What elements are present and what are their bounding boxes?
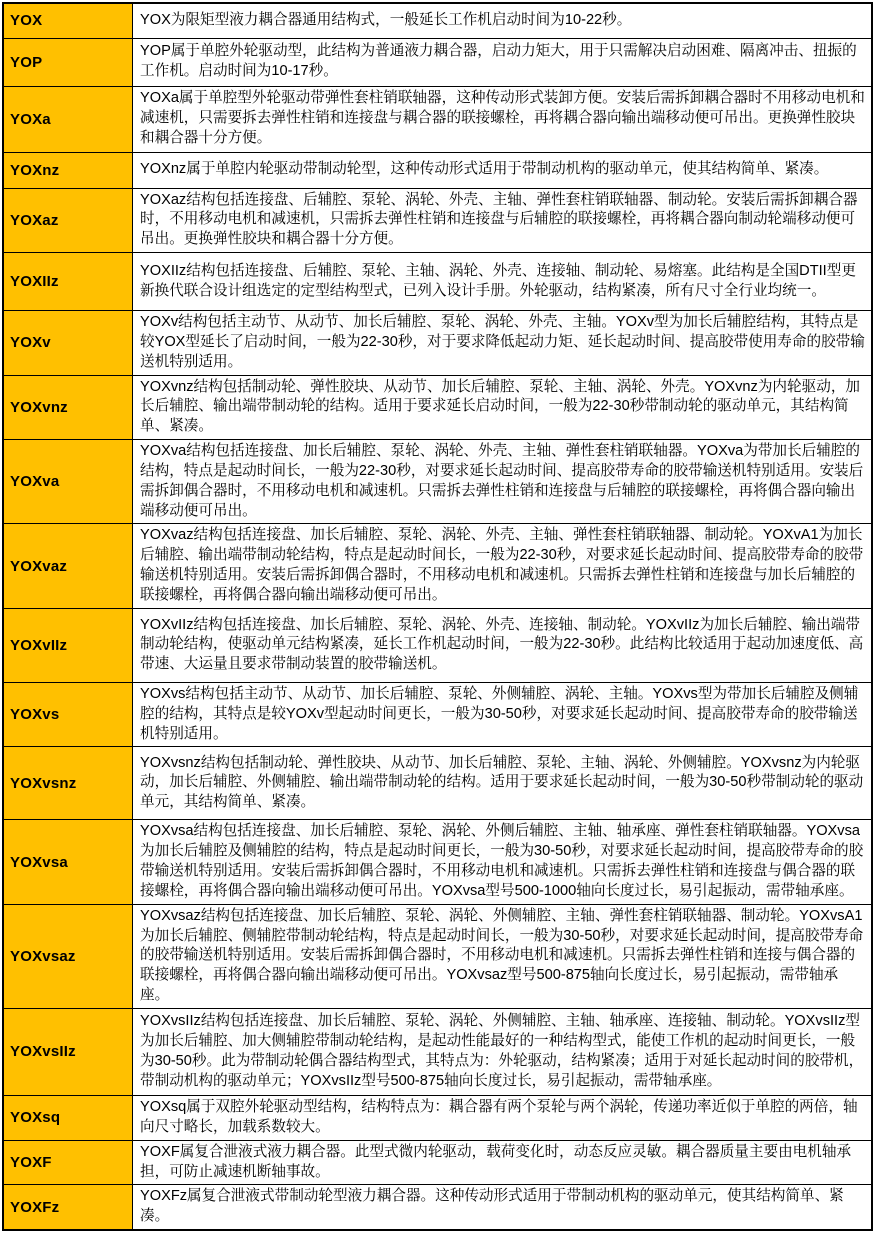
model-description-cell: YOXaz结构包括连接盘、后辅腔、泵轮、涡轮、外壳、主轴、弹性套柱销联轴器、制动轮。安装后需拆卸耦合器时，不用移动电机和减速机，只需拆去弹性柱销和连接盘与后辅腔的联接螺栓，再将耦合器向制动轮端移动便可吊出。更换弹性胶块和耦合器十分方便。 (133, 188, 873, 253)
table-row (3, 1008, 872, 1095)
table-row (3, 440, 872, 524)
table-row (3, 904, 872, 1008)
table-row (3, 152, 872, 188)
model-code-cell: YOXvsaz (3, 904, 133, 1008)
model-description-cell: YOXva结构包括连接盘、加长后辅腔、泵轮、涡轮、外壳、主轴、弹性套柱销联轴器。YOXva为带加长后辅腔的结构，特点是起动时间长，一般为22-30秒，对要求延长起动时间、提高胶带寿命的胶带输送机特别适用。安装后需拆卸偶合器时，不用移动电机和减速机。只需拆去弹性柱销和连接盘与后辅腔的联接螺栓，再将偶合器向输出端移动便可吊出。 (133, 440, 873, 524)
model-description-cell: YOX为限矩型液力耦合器通用结构式，一般延长工作机启动时间为10-22秒。 (133, 3, 873, 38)
model-code-cell: YOXvsnz (3, 747, 133, 820)
table-row (3, 820, 872, 904)
table-row (3, 1095, 872, 1140)
coupling-structure-table (2, 2, 873, 1231)
table-row (3, 311, 872, 376)
model-description-cell: YOXvaz结构包括连接盘、加长后辅腔、泵轮、涡轮、外壳、主轴、弹性套柱销联轴器、制动轮。YOXvA1为加长后辅腔、输出端带制动轮结构，特点是起动时间长，一般为22-30秒，对要求延长起动时间、提高胶带寿命的胶带输送机特别适用。安装后需拆卸偶合器时，不用移动电机和减速机。只需拆去弹性柱销和连接盘与加长后辅腔的联接螺栓，再将偶合器向输出端移动便可吊出。 (133, 524, 873, 608)
table-row (3, 375, 872, 440)
model-code-cell: YOXFz (3, 1185, 133, 1230)
table-row (3, 682, 872, 747)
model-code-cell: YOXnz (3, 152, 133, 188)
table-row (3, 1140, 872, 1185)
model-code-cell: YOXva (3, 440, 133, 524)
model-code-cell: YOXvnz (3, 375, 133, 440)
table-row (3, 3, 872, 38)
model-description-cell: YOXnz属于单腔内轮驱动带制动轮型，这种传动形式适用于带制动机构的驱动单元，使其结构简单、紧凑。 (133, 152, 873, 188)
table-row (3, 608, 872, 682)
model-code-cell: YOXvs (3, 682, 133, 747)
model-description-cell: YOXvs结构包括主动节、从动节、加长后辅腔、泵轮、外侧辅腔、涡轮、主轴。YOXvs型为带加长后辅腔及侧辅腔的结构，其特点是较YOXv型起动时间更长，一般为30-50秒，对要求延长起动时间、提高胶带寿命的胶带输送机特别适用。 (133, 682, 873, 747)
model-description-cell: YOXvnz结构包括制动轮、弹性胶块、从动节、加长后辅腔、泵轮、主轴、涡轮、外壳。YOXvnz为内轮驱动，加长后辅腔、输出端带制动轮的结构。适用于要求延长启动时间，一般为22-30秒带制动轮的驱动单元，其结构简单、紧凑。 (133, 375, 873, 440)
model-code-cell: YOX (3, 3, 133, 38)
model-code-cell: YOXvsa (3, 820, 133, 904)
model-description-cell: YOXvsIIz结构包括连接盘、加长后辅腔、泵轮、涡轮、外侧辅腔、主轴、轴承座、连接轴、制动轮。YOXvsIIz型为加长后辅腔、加大侧辅腔带制动轮结构，是起动性能最好的一种结构型式，能使工作机的起动时间更长，一般为30-50秒。此为带制动轮偶合器结构型式，其特点为：外轮驱动，结构紧凑；适用于对延长起动时间的胶带机，带制动机构的驱动单元；YOXvsIIz型号500-875轴向长度过长，易引起振动，需带轴承座。 (133, 1008, 873, 1095)
model-description-cell: YOXv结构包括主动节、从动节、加长后辅腔、泵轮、涡轮、外壳、主轴。YOXv型为加长后辅腔结构，其特点是较YOX型延长了启动时间，一般为22-30秒，对于要求降低起动力矩、延长起动时间、提高胶带使用寿命的胶带输送机特别适用。 (133, 311, 873, 376)
model-description-cell: YOXsq属于双腔外轮驱动型结构，结构特点为：耦合器有两个泵轮与两个涡轮，传递功率近似于单腔的两倍，轴向尺寸略长，加载系数较大。 (133, 1095, 873, 1140)
table-row (3, 1185, 872, 1230)
table-row (3, 188, 872, 253)
model-description-cell: YOXvsnz结构包括制动轮、弹性胶块、从动节、加长后辅腔、泵轮、主轴、涡轮、外侧辅腔。YOXvsnz为内轮驱动，加长后辅腔、外侧辅腔、输出端带制动轮的结构。适用于要求延长起动时间，一般为30-50秒带制动轮的驱动单元，其结构简单、紧凑。 (133, 747, 873, 820)
model-code-cell: YOXvIIz (3, 608, 133, 682)
model-description-cell: YOXa属于单腔型外轮驱动带弹性套柱销联轴器，这种传动形式装卸方便。安装后需拆卸耦合器时不用移动电机和减速机，只需要拆去弹性柱销和连接盘与耦合器的联接螺栓，再将耦合器向输出端移动便可吊出。更换弹性胶块和耦合器十分方便。 (133, 86, 873, 152)
model-description-cell: YOXIIz结构包括连接盘、后辅腔、泵轮、主轴、涡轮、外壳、连接轴、制动轮、易熔塞。此结构是全国DTII型更新换代联合设计组选定的定型结构型式，已列入设计手册。外轮驱动，结构紧凑，所有尺寸全行业均统一。 (133, 253, 873, 311)
model-description-cell: YOXvsaz结构包括连接盘、加长后辅腔、泵轮、涡轮、外侧辅腔、主轴、弹性套柱销联轴器、制动轮。YOXvsA1为加长后辅腔、侧辅腔带制动轮结构，特点是起动时间长，一般为30-50秒，对要求延长起动时间，提高胶带寿命的胶带输送机特别适用。安装后需拆卸偶合器时，不用移动电机和减速机。只需拆去弹性柱销和连接与偶合器的联接螺栓，再将偶合器向输出端移动便可吊出。YOXvsaz型号500-875轴向长度过长，易引起振动，需带轴承座。 (133, 904, 873, 1008)
model-code-cell: YOXsq (3, 1095, 133, 1140)
table-row (3, 38, 872, 86)
table-row (3, 253, 872, 311)
model-description-cell: YOP属于单腔外轮驱动型，此结构为普通液力耦合器，启动力矩大，用于只需解决启动困难、隔离冲击、扭振的工作机。启动时间为10-17秒。 (133, 38, 873, 86)
model-description-cell: YOXF属复合泄液式液力耦合器。此型式微内轮驱动，载荷变化时，动态反应灵敏。耦合器质量主要由电机轴承担，可防止减速机断轴事故。 (133, 1140, 873, 1185)
model-code-cell: YOXaz (3, 188, 133, 253)
table-row (3, 747, 872, 820)
model-code-cell: YOXa (3, 86, 133, 152)
model-description-cell: YOXvIIz结构包括连接盘、加长后辅腔、泵轮、涡轮、外壳、连接轴、制动轮。YOXvIIz为加长后辅腔、输出端带制动轮结构，使驱动单元结构紧凑，延长工作机起动时间，一般为22-30秒。此结构比较适用于起动加速度低、高带速、大运量且要求带制动装置的胶带输送机。 (133, 608, 873, 682)
model-code-cell: YOP (3, 38, 133, 86)
model-description-cell: YOXvsa结构包括连接盘、加长后辅腔、泵轮、涡轮、外侧后辅腔、主轴、轴承座、弹性套柱销联轴器。YOXvsa为加长后辅腔及侧辅腔的结构，特点是起动时间更长，一般为30-50秒，对要求延长起动时间，提高胶带寿命的胶带输送机特别适用。安装后需拆卸偶合器时，不用移动电机和减速机。只需拆去弹性柱销和连接盘与偶合器的联接螺栓，再将偶合器向输出端移动便可吊出。YOXvsa型号500-1000轴向长度过长，易引起振动，需带轴承座。 (133, 820, 873, 904)
table-row (3, 86, 872, 152)
model-code-cell: YOXIIz (3, 253, 133, 311)
model-code-cell: YOXvsIIz (3, 1008, 133, 1095)
model-code-cell: YOXvaz (3, 524, 133, 608)
coupling-table-body (3, 3, 872, 1230)
model-code-cell: YOXv (3, 311, 133, 376)
table-row (3, 524, 872, 608)
model-description-cell: YOXFz属复合泄液式带制动轮型液力耦合器。这种传动形式适用于带制动机构的驱动单元，使其结构简单、紧凑。 (133, 1185, 873, 1230)
model-code-cell: YOXF (3, 1140, 133, 1185)
